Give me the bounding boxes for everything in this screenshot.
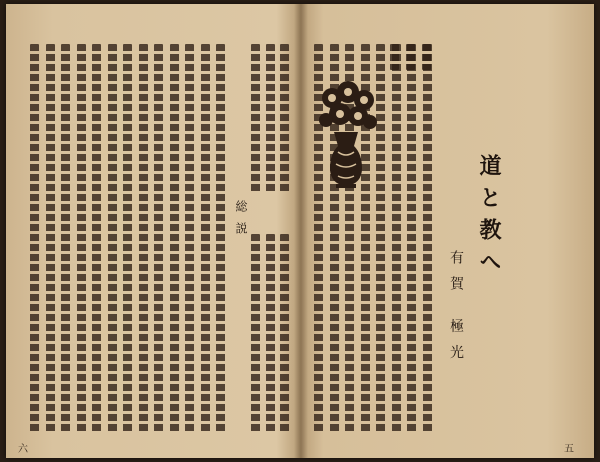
text-column-placeholder	[407, 44, 416, 434]
text-column-placeholder	[216, 44, 225, 434]
text-column-placeholder	[406, 44, 415, 70]
text-column-placeholder	[123, 44, 132, 434]
text-column-placeholder	[108, 44, 117, 434]
text-column-placeholder	[201, 44, 210, 434]
text-column-placeholder	[422, 44, 431, 70]
text-column-placeholder	[170, 44, 179, 434]
text-column-placeholder	[423, 44, 432, 434]
page-number-right: 五	[564, 444, 574, 455]
text-column-placeholder	[154, 44, 163, 434]
text-column-placeholder	[77, 44, 86, 434]
text-column-placeholder	[392, 44, 401, 434]
text-column-placeholder	[30, 44, 39, 434]
text-column-placeholder	[92, 44, 101, 434]
left-page	[6, 4, 296, 458]
right-page	[306, 4, 594, 458]
section-heading: 総説	[234, 200, 248, 244]
text-column-placeholder	[139, 44, 148, 434]
text-column-placeholder	[266, 44, 275, 194]
text-column-placeholder	[266, 234, 275, 434]
author-name: 有賀 極光	[448, 250, 464, 371]
page-number-left: 六	[18, 444, 28, 455]
article-title: 道と教へ	[476, 154, 502, 282]
text-column-placeholder	[251, 234, 260, 434]
text-column-placeholder	[46, 44, 55, 434]
text-column-placeholder	[390, 44, 399, 70]
text-column-placeholder	[251, 44, 260, 194]
floral-vase-ornament-icon	[312, 76, 380, 192]
book-spread	[6, 4, 594, 458]
text-column-placeholder	[280, 234, 289, 434]
text-column-placeholder	[280, 44, 289, 194]
text-column-placeholder	[61, 44, 70, 434]
text-column-placeholder	[185, 44, 194, 434]
